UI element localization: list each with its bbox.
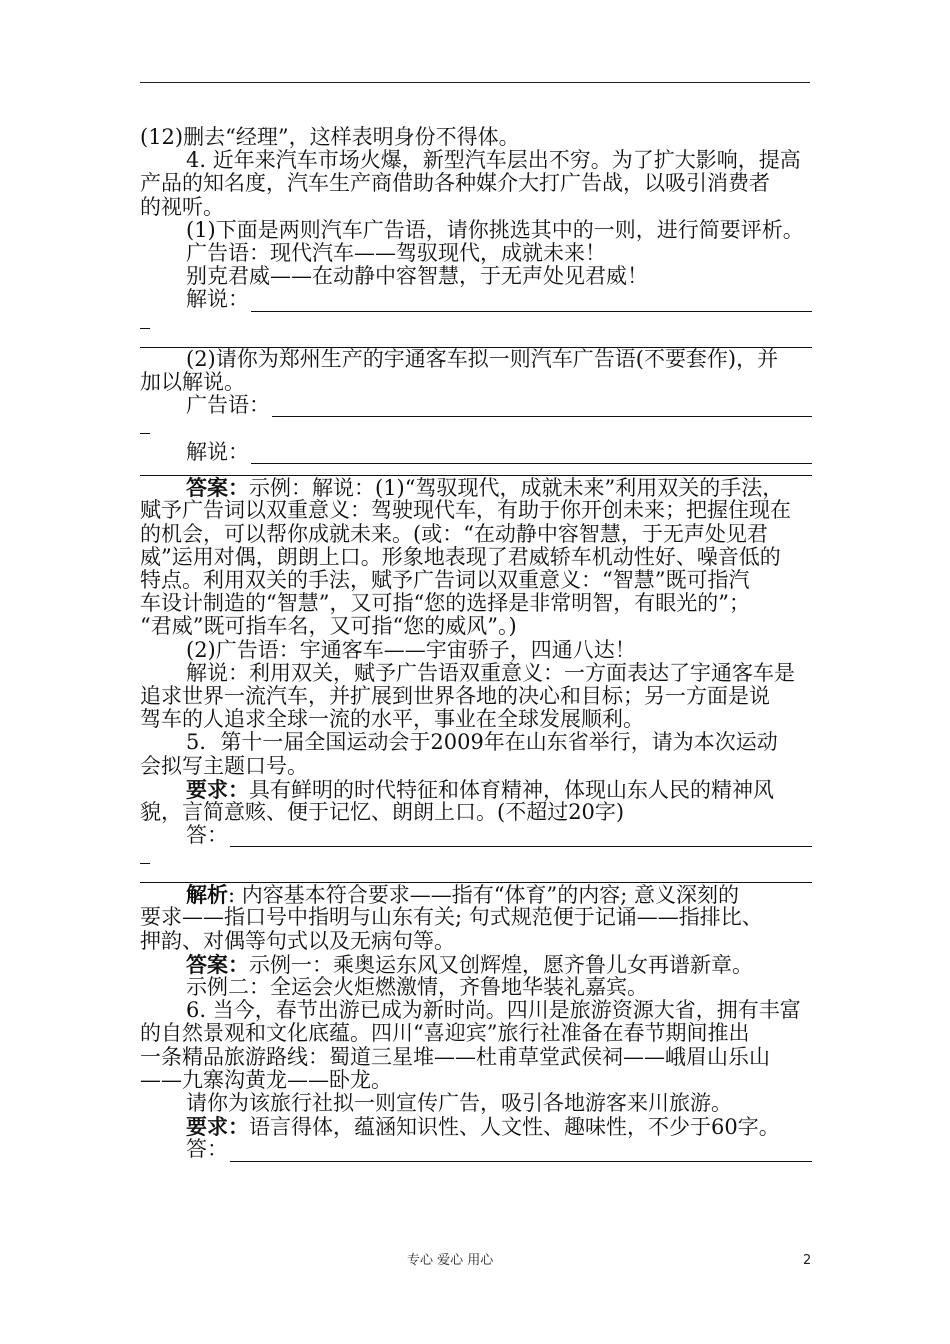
answer-rule[interactable]: [140, 871, 812, 883]
answer-line[interactable]: [140, 394, 812, 417]
answer-blank[interactable]: [272, 399, 812, 417]
answer-label: 答：: [186, 1137, 228, 1162]
text-line: 特点。利用双关的手法，赋予广告词以双重意义：“智慧”既可指汽: [140, 568, 750, 592]
sub-question: (1)下面是两则汽车广告语，请你挑选其中的一则，进行简要评析。: [186, 217, 804, 242]
answer-blank[interactable]: [230, 829, 812, 847]
text-line: 貌，言简意赅、便于记忆、朗朗上口。(不超过20字): [140, 799, 625, 824]
answer-rule[interactable]: [140, 464, 812, 476]
line-continuation: [140, 312, 812, 336]
answer-paragraph: 答案：示例一：乘奥运东风又创辉煌，愿齐鲁儿女再谱新章。: [186, 951, 753, 977]
text-line: 的视听。: [140, 194, 224, 219]
requirement-line: 要求：具有鲜明的时代特征和体育精神，体现山东人民的精神风: [186, 776, 774, 802]
text-line: 威”运用对偶，朗朗上口。形象地表现了君威轿车机动性好、噪音低的: [140, 544, 781, 569]
page-number: 2: [803, 1253, 812, 1268]
answer-label: 解说：: [186, 440, 249, 465]
answer-heading: 答案：: [186, 475, 249, 501]
question-6-stem: 6. 当今，春节出游已成为新时尚。四川是旅游资源大省，拥有丰富: [186, 998, 801, 1023]
answer-line[interactable]: [140, 441, 812, 464]
text-line: 加以解说。: [140, 369, 245, 394]
text-line: 车设计制造的“智慧”，又可指“您的选择是非常明智，有眼光的”；: [140, 591, 750, 616]
text-line: (2)广告语：宇通客车——宇宙骄子，四通八达！: [186, 637, 636, 662]
text-line: 赋予广告词以双重意义：驾驶现代车，有助于你开创未来；把握住现在: [140, 498, 791, 523]
requirement-heading: 要求：: [186, 776, 249, 802]
requirement-line: 要求：语言得体，蕴涵知识性、人文性、趣味性，不少于60字。: [186, 1114, 780, 1140]
answer-blank[interactable]: [251, 446, 812, 464]
text-line: 押韵、对偶等句式以及无病句等。: [140, 928, 455, 953]
slogan-line: 广告语：现代汽车——驾驭现代，成就未来！: [186, 240, 606, 265]
text-line: (12)删去“经理”，这样表明身份不得体。: [140, 125, 520, 149]
text-line: 追求世界一流汽车，并扩展到世界各地的决心和目标；另一方面是说: [140, 683, 770, 708]
text-line: 解说：利用双关，赋予广告语双重意义：一方面表达了宇通客车是: [186, 660, 795, 685]
line-continuation: [140, 847, 812, 871]
text-line: 请你为该旅行社拟一则宣传广告，吸引各地游客来川旅游。: [186, 1090, 732, 1115]
text-line: “君威”既可指车名，又可指“您的威风”。): [140, 614, 517, 639]
text-line: 产品的知名度，汽车生产商借助各种媒介大打广告战，以吸引消费者: [140, 171, 770, 196]
text-line: 要求——指口号中指明与山东有关; 句式规范便于记诵——指排比、: [140, 905, 763, 930]
answer-paragraph: 答案：示例：解说：(1)“驾驭现代，成就未来”利用双关的手法，: [186, 475, 784, 501]
requirement-heading: 要求：: [186, 1114, 249, 1140]
answer-rule[interactable]: [140, 336, 812, 348]
slogan-line: 别克君威——在动静中容智慧，于无声处见君威！: [186, 264, 648, 289]
answer-blank[interactable]: [230, 1144, 812, 1162]
answer-line[interactable]: [140, 1138, 812, 1161]
footer-motto: 专心 爱心 用心: [407, 1253, 494, 1268]
text-line: 驾车的人追求全球一流的水平，事业在全球发展顺利。: [140, 707, 644, 732]
text-line: ——九寨沟黄龙——卧龙。: [140, 1067, 392, 1092]
question-5-stem: 5．第十一届全国运动会于2009年在山东省举行，请为本次运动: [186, 730, 778, 755]
text-line: 示例二：全运会火炬燃激情，齐鲁地华装礼嘉宾。: [186, 975, 648, 999]
document-body: [140, 126, 812, 1162]
text-line: 的机会，可以帮你成就未来。(或：“在动静中容智慧，于无声处见君: [140, 521, 768, 546]
header-rule: [140, 82, 810, 83]
answer-line[interactable]: [140, 824, 812, 847]
analysis-paragraph: 解析: 内容基本符合要求——指有“体育”的内容; 意义深刻的: [186, 882, 739, 908]
text-line: 的自然景观和文化底蕴。四川“喜迎宾”旅行社准备在春节期间推出: [140, 1021, 750, 1046]
analysis-heading: 解析: [186, 882, 228, 908]
text-line: 一条精品旅游路线：蜀道三星堆——杜甫草堂武侯祠——峨眉山乐山: [140, 1044, 770, 1069]
line-continuation: [140, 417, 812, 441]
answer-line[interactable]: [140, 288, 812, 311]
sub-question: (2)请你为郑州生产的宇通客车拟一则汽车广告语(不要套作)，并: [186, 346, 779, 371]
answer-blank[interactable]: [251, 294, 812, 312]
answer-heading: 答案：: [186, 951, 249, 977]
answer-label: 解说：: [186, 287, 249, 312]
answer-label: 答：: [186, 823, 228, 848]
question-4-stem: 4. 近年来汽车市场火爆，新型汽车层出不穷。为了扩大影响，提高: [186, 148, 801, 173]
text-line: 会拟写主题口号。: [140, 753, 308, 778]
answer-label: 广告语：: [186, 392, 270, 417]
